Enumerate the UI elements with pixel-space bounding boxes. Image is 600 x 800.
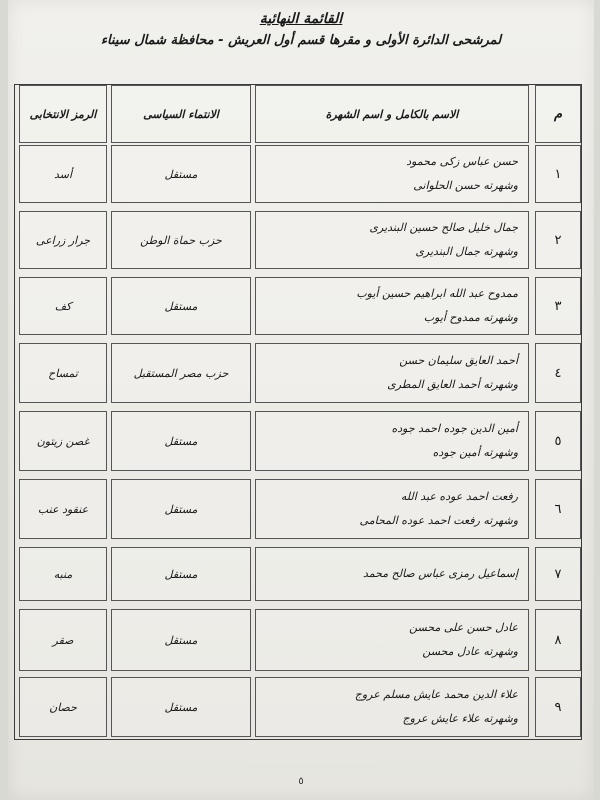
row-2-symbol: جرار زراعى bbox=[19, 211, 107, 269]
row-3-name-cell bbox=[255, 277, 529, 335]
row-5-party: مستقل bbox=[111, 411, 251, 471]
row-7-name-cell bbox=[255, 547, 529, 601]
row-1-name: حسن عباس زكى محمود bbox=[406, 155, 518, 168]
row-6-symbol: عنقود عنب bbox=[19, 479, 107, 539]
row-9-name: علاء الدين محمد عايش مسلم عروج bbox=[354, 688, 518, 701]
row-1-number: ١ bbox=[535, 145, 581, 203]
row-9-symbol: حصان bbox=[19, 677, 107, 737]
row-4-fame: وشهرته أحمد العايق المطرى bbox=[387, 378, 518, 391]
row-9-number: ٩ bbox=[535, 677, 581, 737]
row-8-symbol: صقر bbox=[19, 609, 107, 671]
candidates-table bbox=[14, 84, 582, 740]
row-1-fame: وشهرته حسن الحلوانى bbox=[413, 179, 518, 192]
header-symbol: الرمز الانتخابى bbox=[19, 85, 107, 143]
row-4-name-cell bbox=[255, 343, 529, 403]
document-page bbox=[8, 0, 594, 800]
document-header bbox=[8, 8, 594, 52]
row-2-fame: وشهرته جمال البنديرى bbox=[415, 245, 518, 258]
row-3-number: ٣ bbox=[535, 277, 581, 335]
row-7-symbol: منبه bbox=[19, 547, 107, 601]
document-title: القائمة النهائية bbox=[259, 11, 343, 27]
row-5-name-cell bbox=[255, 411, 529, 471]
header-name: الاسم بالكامل و اسم الشهرة bbox=[255, 85, 529, 143]
row-2-name-cell bbox=[255, 211, 529, 269]
row-5-number: ٥ bbox=[535, 411, 581, 471]
row-3-symbol: كف bbox=[19, 277, 107, 335]
row-3-party: مستقل bbox=[111, 277, 251, 335]
row-1-name-cell bbox=[255, 145, 529, 203]
row-7-party: مستقل bbox=[111, 547, 251, 601]
header-number: م bbox=[535, 85, 581, 143]
row-6-name: رفعت احمد عوده عبد الله bbox=[400, 490, 518, 503]
page-number: ٥ bbox=[298, 776, 304, 787]
document-subtitle: لمرشحى الدائرة الأولى و مقرها قسم أول العريش - محافظة شمال سيناء bbox=[100, 33, 502, 48]
row-6-number: ٦ bbox=[535, 479, 581, 539]
row-2-party: حزب حماة الوطن bbox=[111, 211, 251, 269]
row-4-party: حزب مصر المستقبل bbox=[111, 343, 251, 403]
row-3-fame: وشهرته ممدوح أيوب bbox=[423, 311, 518, 324]
row-5-name: أمين الدين جوده احمد جوده bbox=[391, 422, 518, 435]
row-6-fame: وشهرته رفعت احمد عوده المحامى bbox=[359, 514, 518, 527]
row-8-fame: وشهرته عادل محسن bbox=[422, 645, 518, 658]
row-6-party: مستقل bbox=[111, 479, 251, 539]
row-3-name: ممدوح عبد الله ابراهيم حسين أيوب bbox=[356, 287, 518, 300]
row-8-name-cell bbox=[255, 609, 529, 671]
row-6-name-cell bbox=[255, 479, 529, 539]
row-5-symbol: غصن زيتون bbox=[19, 411, 107, 471]
row-9-name-cell bbox=[255, 677, 529, 737]
row-8-name: عادل حسن على محسن bbox=[409, 621, 518, 634]
row-7-number: ٧ bbox=[535, 547, 581, 601]
row-4-name: أحمد العايق سليمان حسن bbox=[399, 354, 518, 367]
row-8-number: ٨ bbox=[535, 609, 581, 671]
row-5-fame: وشهرته أمين جوده bbox=[432, 446, 518, 459]
row-1-party: مستقل bbox=[111, 145, 251, 203]
row-2-number: ٢ bbox=[535, 211, 581, 269]
row-1-symbol: أسد bbox=[19, 145, 107, 203]
row-7-name: إسماعيل رمزى عباس صالح محمد bbox=[363, 567, 518, 580]
row-8-party: مستقل bbox=[111, 609, 251, 671]
row-9-fame: وشهرته علاء عايش عروج bbox=[402, 712, 518, 725]
row-2-name: جمال خليل صالح حسين البنديرى bbox=[369, 221, 518, 234]
header-party: الانتماء السياسى bbox=[111, 85, 251, 143]
row-4-symbol: تمساح bbox=[19, 343, 107, 403]
row-9-party: مستقل bbox=[111, 677, 251, 737]
row-4-number: ٤ bbox=[535, 343, 581, 403]
